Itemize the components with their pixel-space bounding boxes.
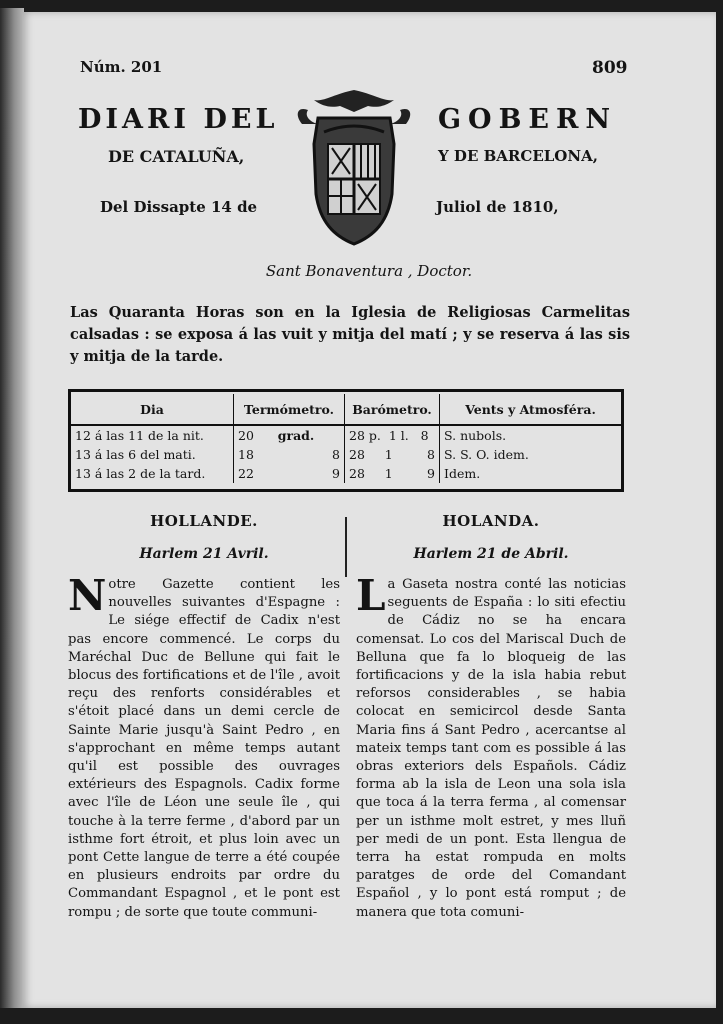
column-heading: HOLLANDE. bbox=[150, 512, 258, 530]
cell-barometer: 28 1 8 bbox=[345, 445, 440, 464]
column-body bbox=[356, 571, 626, 922]
header-winds: Vents y Atmosféra. bbox=[440, 394, 622, 425]
issue-date-right: Juliol de 1810, bbox=[436, 198, 559, 216]
cell-thermometer: 18 8 bbox=[234, 445, 345, 464]
cell-thermometer: 20 grad. bbox=[234, 425, 345, 445]
cell-day: 13 á las 2 de la tard. bbox=[71, 464, 234, 483]
column-text: a Gaseta nostra conté las noticias seguents de España : lo siti efectiu de Cádiz no se ha encara comensat. Lo cos del Mariscal Duch de Belluna que fa lo bloqueig de las fortificacions y de la isla habia rebut reforsos considerables , se habia colocat en semicircol desde Santa Maria fins á Sant Pedro , acercantse al mateix temps tant com es possible á las obras exteriors dels Españols. Cádiz forma ab la isla de Leon una sola isla que toca á la terra ferma , al comensar per un isthme molt estret, y mes lluñ per medi de un pont. Esta llengua de terra ha estat rompuda en molts paratges de orde del Comandant Español , y lo pont está romput ; de manera que tota comuni- bbox=[356, 577, 626, 920]
catalan-column bbox=[356, 512, 626, 922]
devotion-notice: Las Quaranta Horas son en la Iglesia de Religiosas Carmelitas calsadas : se exposa á las vuit y mitja del matí ; y se reserva á las sis y mitja de la tarde. bbox=[70, 304, 630, 365]
cell-thermometer: 22 9 bbox=[234, 464, 345, 483]
table-row bbox=[71, 464, 621, 483]
cell-barometer: 28 1 9 bbox=[345, 464, 440, 483]
drop-cap: N bbox=[68, 571, 107, 620]
weather-table bbox=[68, 389, 624, 492]
column-divider bbox=[345, 517, 347, 577]
header-thermometer: Termómetro. bbox=[234, 394, 345, 425]
table-row bbox=[71, 425, 621, 445]
column-dateline: Harlem 21 Avril. bbox=[139, 546, 269, 562]
coat-of-arms-icon bbox=[284, 84, 424, 248]
cell-barometer: 28 p. 1 l. 8 bbox=[345, 425, 440, 445]
header-barometer: Barómetro. bbox=[345, 394, 440, 425]
french-column bbox=[68, 512, 340, 922]
column-text: otre Gazette contient les nouvelles suivantes d'Espagne : Le siége effectif de Cadix n'est pas encore commencé. Le corps du Maréchal Duc de Bellune qui fait le blocus des fortifications et de l'île , avoit reçu des renforts considérables et s'étoit placé dans un demi cercle de Sainte Marie jusqu'à Saint Pedro , en s'approchant en même temps autant qu'il est possible des ouvrages extérieurs des Espagnols. Cadix forme avec l'île de Léon une seule île , qui touche à la terre ferme , d'abord par un isthme fort étroit, et plus loin avec un pont Cette langue de terre a été coupée en plusieurs endroits par ordre du Commandant Espagnol , et le pont est rompu ; de sorte que toute communi- bbox=[68, 577, 340, 920]
masthead-subtitle-left: DE CATALUÑA, bbox=[108, 147, 245, 166]
issue-number: Núm. 201 bbox=[80, 58, 163, 76]
column-heading: HOLANDA. bbox=[442, 512, 540, 530]
column-body bbox=[68, 571, 340, 922]
newspaper-page bbox=[22, 12, 716, 1008]
book-spine bbox=[0, 8, 24, 1008]
drop-cap: L bbox=[356, 571, 386, 620]
header-day: Dia bbox=[71, 394, 234, 425]
page-number: 809 bbox=[592, 58, 628, 78]
masthead-subtitle-right: Y DE BARCELONA, bbox=[438, 147, 598, 165]
weather-table-header bbox=[71, 394, 621, 425]
cell-day: 13 á las 6 del mati. bbox=[71, 445, 234, 464]
table-row bbox=[71, 445, 621, 464]
cell-day: 12 á las 11 de la nit. bbox=[71, 425, 234, 445]
issue-date-left: Del Dissapte 14 de bbox=[100, 198, 258, 216]
cell-winds: Idem. bbox=[444, 466, 481, 481]
masthead-title-right: GOBERN bbox=[438, 104, 618, 135]
column-dateline: Harlem 21 de Abril. bbox=[413, 546, 569, 562]
saint-of-the-day: Sant Bonaventura , Doctor. bbox=[265, 262, 473, 280]
cell-winds: S. S. O. idem. bbox=[444, 447, 529, 462]
cell-winds: S. nubols. bbox=[444, 428, 507, 443]
masthead-title-left: DIARI DEL bbox=[78, 104, 279, 135]
